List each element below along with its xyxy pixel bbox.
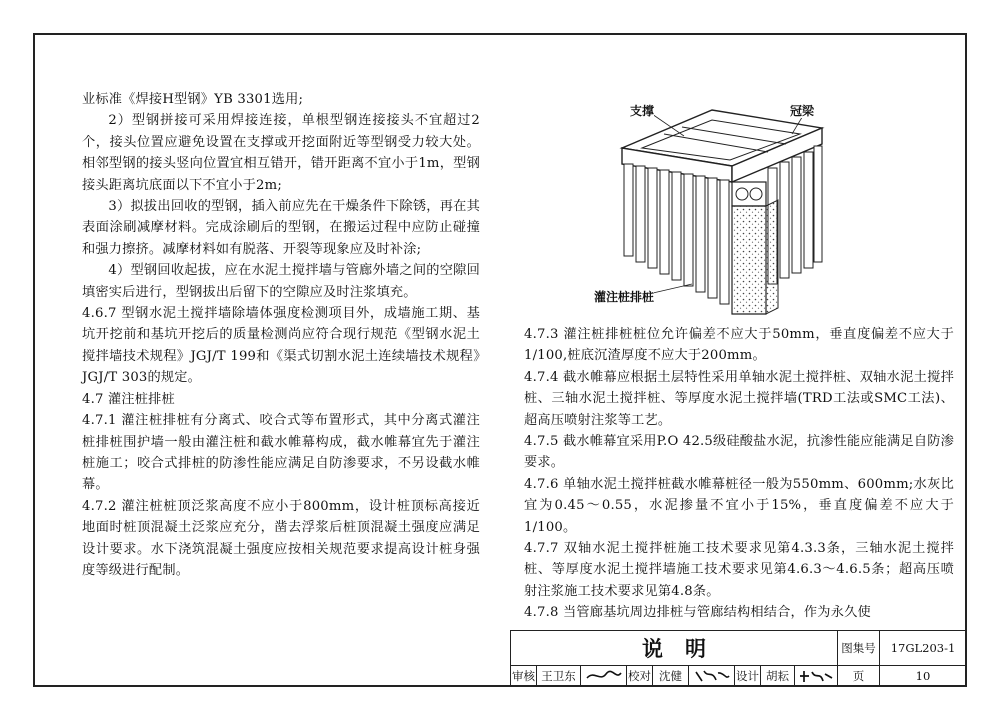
sheet-title: 说明 (511, 631, 838, 665)
paragraph: 4.7.7 双轴水泥土搅拌桩施工技术要求见第4.3.3条，三轴水泥土搅拌桩、等厚度水泥土搅拌墙施工技术要求见第4.6.3～4.6.5条；超高压喷射注浆施工技术要求见第4.8条。 (524, 541, 954, 599)
design-label: 设计 (735, 666, 761, 686)
page-number: 10 (915, 669, 931, 683)
pile-wall-figure (592, 100, 854, 322)
title-block (510, 630, 965, 685)
reviewer-name: 王卫东 (537, 666, 581, 686)
paragraph: 4.7.3 灌注桩排桩桩位允许偏差不应大于50mm，垂直度偏差不应大于1/100,桩底沉渣厚度不应大于200mm。 (524, 327, 954, 364)
paragraph: 4.7.5 截水帷幕宜采用P.O 42.5级硅酸盐水泥，抗渗性能应能满足自防渗要求。 (524, 434, 954, 471)
atlas-no-label: 图集号 (838, 631, 880, 665)
right-text-column (524, 324, 954, 624)
checker-name: 沈健 (653, 666, 689, 686)
label-support: 支撑 (630, 104, 655, 118)
page-label: 页 (838, 666, 880, 686)
left-text-column (82, 89, 480, 581)
designer-name: 胡耘 (761, 666, 795, 686)
paragraph: 4.6.7 型钢水泥土搅拌墙除墙体强度检测项目外，成墙施工期、基坑开挖前和基坑开挖后的质量检测尚应符合现行规范《型钢水泥土搅拌墙技术规程》JGJ/T 199和《渠式切割水泥土连续墙技术规程》JGJ/T 303的规定。 (82, 306, 480, 386)
paragraph: 4.7.4 截水帷幕应根据土层特性采用单轴水泥土搅拌桩、双轴水泥土搅拌桩、三轴水泥土搅拌桩、等厚度水泥土搅拌墙(TRD工法或SMC工法)、超高压喷射注浆等工艺。 (524, 369, 954, 428)
paragraph: 2）型钢拼接可采用焊接连接，单根型钢连接接头不宜超过2个，接头位置应避免设置在支撑或开挖面附近等型钢受力较大处。相邻型钢的接头竖向位置宜相互错开，错开距离不宜小于1m，型钢接头距离坑底面以下不宜小于2m; (82, 113, 480, 193)
designer-signature (795, 666, 838, 686)
signature-row (511, 666, 965, 686)
checker-signature-stroke (692, 668, 732, 684)
checker-signature (689, 666, 735, 686)
check-label: 校对 (627, 666, 653, 686)
review-label: 审核 (511, 666, 537, 686)
title-row (511, 631, 965, 666)
label-pile-row: 灌注桩排桩 (594, 290, 655, 304)
paragraph: 4）型钢回收起拔，应在水泥土搅拌墙与管廊外墙之间的空隙回填密实后进行，型钢拔出后留下的空隙应及时注浆填充。 (82, 263, 480, 300)
paragraph: 3）拟拔出回收的型钢，插入前应先在干燥条件下除锈，再在其表面涂刷减摩材料。完成涂刷后的型钢，在搬运过程中应防止碰撞和强力擦挤。减摩材料如有脱落、开裂等现象应及时补涂; (82, 199, 480, 257)
paragraph: 4.7.2 灌注桩桩顶泛浆高度不应小于800mm，设计桩顶标高接近地面时桩顶混凝土泛浆应充分，凿去浮浆后桩顶混凝土强度应满足设计要求。水下浇筑混凝土强度应按相关规范要求提高设计桩身强度等级进行配制。 (82, 498, 480, 578)
atlas-no: 17GL203-1 (890, 641, 956, 655)
paragraph: 业标准《焊接H型钢》YB 3301选用; (82, 92, 304, 107)
paragraph: 4.7.8 当管廊基坑周边排桩与管廊结构相结合，作为永久使 (524, 605, 871, 621)
reviewer-signature-stroke (584, 668, 624, 684)
designer-signature-stroke (797, 668, 835, 684)
pile-wall-drawing (592, 100, 854, 322)
reviewer-signature (581, 666, 627, 686)
label-crown-beam: 冠梁 (790, 104, 815, 118)
paragraph: 4.7.6 单轴水泥土搅拌桩截水帷幕桩径一般为550mm、600mm;水灰比宜为0.45～0.55，水泥掺量不宜小于15%，垂直度偏差不应大于1/100。 (524, 476, 954, 535)
section-heading: 4.7 灌注桩排桩 (82, 391, 175, 407)
paragraph: 4.7.1 灌注桩排桩有分离式、咬合式等布置形式，其中分离式灌注桩排桩围护墙一般由灌注桩和截水帷幕构成，截水帷幕宜先于灌注桩施工；咬合式排桩的防渗性能应满足自防渗要求，不另设截水帷幕。 (82, 413, 480, 493)
